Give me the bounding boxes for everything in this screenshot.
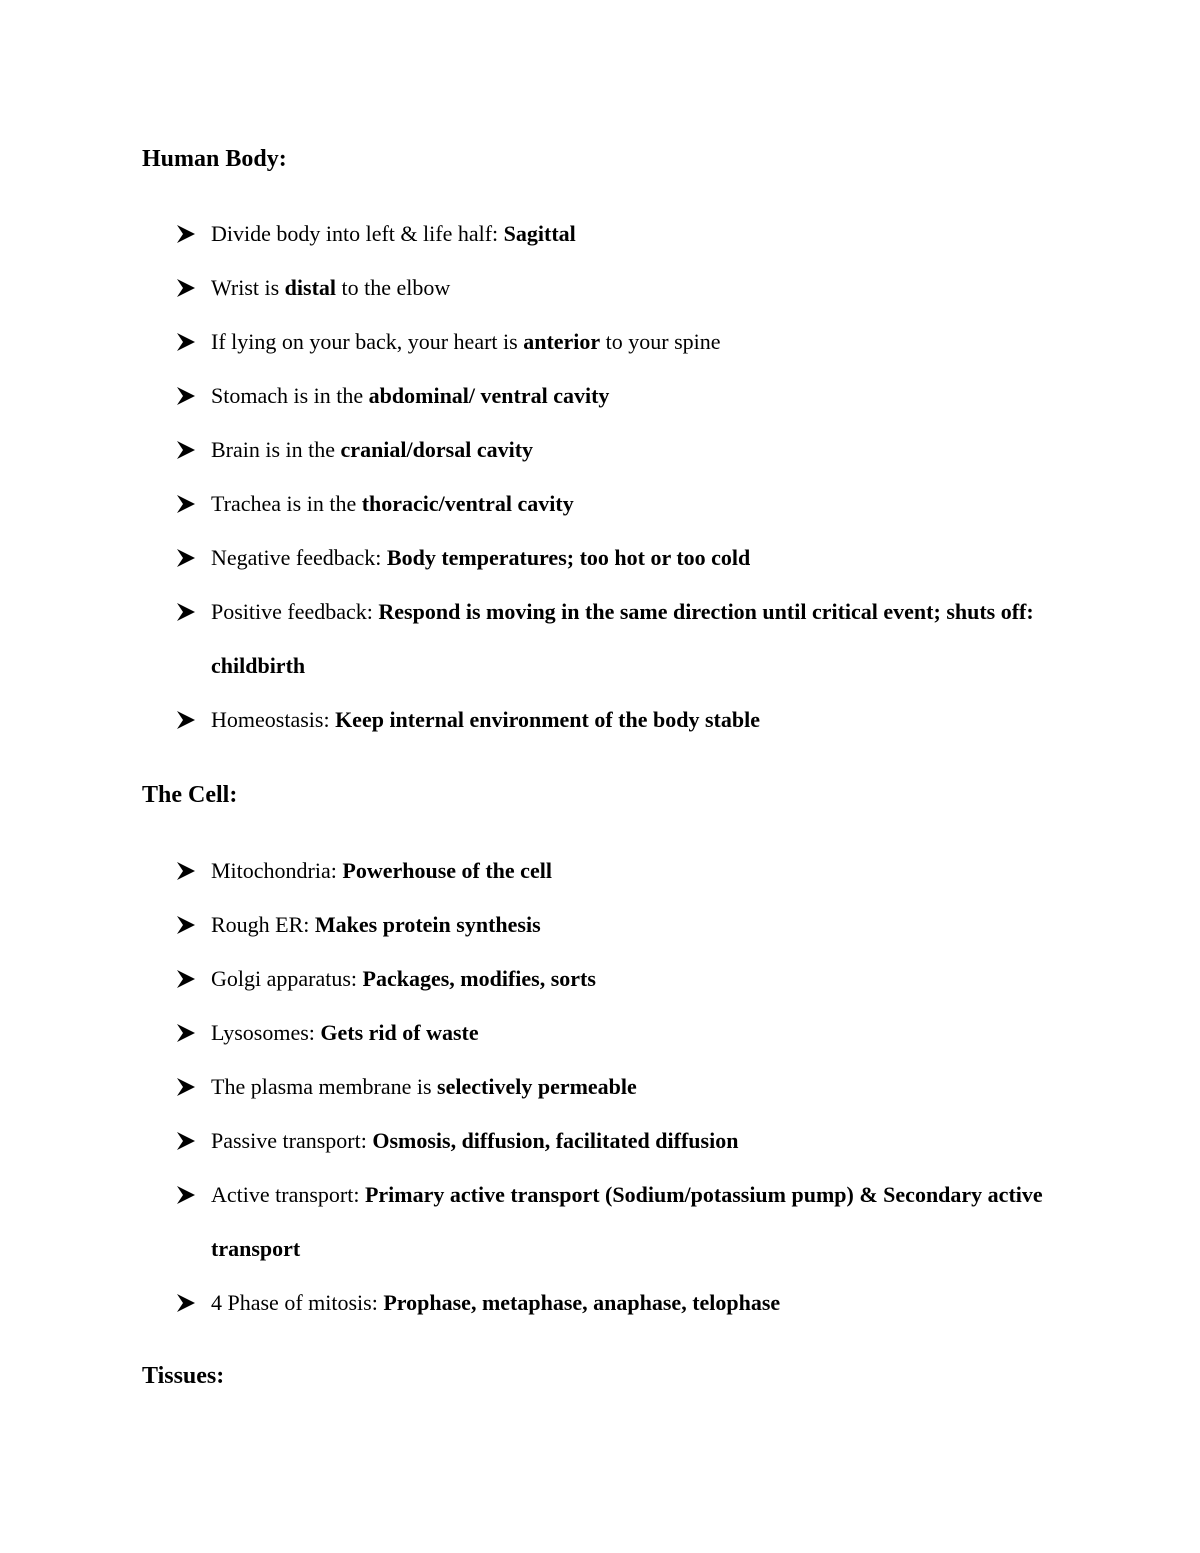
list-item — [0, 1168, 1200, 1276]
section-heading-tissues: Tissues: — [142, 1363, 225, 1389]
item-value: Body temperatures; too hot or too cold — [386, 545, 751, 570]
list-item — [0, 1114, 1200, 1168]
arrow-bullet-icon — [177, 387, 195, 405]
item-label: Rough ER: — [211, 912, 315, 937]
list-item — [0, 261, 1200, 315]
section-heading-human-body: Human Body: — [142, 146, 287, 172]
arrow-bullet-icon — [177, 1132, 195, 1150]
item-suffix: to the elbow — [336, 275, 451, 300]
item-label: Divide body into left & life half: — [211, 221, 504, 246]
item-value: Packages, modifies, sorts — [362, 966, 596, 991]
item-label: Wrist is — [211, 275, 285, 300]
item-value: Keep internal environment of the body stable — [335, 707, 760, 732]
arrow-bullet-icon — [177, 970, 195, 988]
item-label: Passive transport: — [211, 1128, 373, 1153]
item-value: Makes protein synthesis — [314, 912, 541, 937]
item-value: cranial/dorsal cavity — [340, 437, 534, 462]
item-value: anterior — [523, 329, 601, 354]
arrow-bullet-icon — [177, 225, 195, 243]
arrow-bullet-icon — [177, 603, 195, 621]
list-item — [0, 207, 1200, 261]
item-value: distal — [284, 275, 337, 300]
item-value: Powerhouse of the cell — [342, 858, 552, 883]
list-item — [0, 477, 1200, 531]
arrow-bullet-icon — [177, 1186, 195, 1204]
bullet-list-the-cell — [0, 844, 1200, 1330]
item-label: Golgi apparatus: — [211, 966, 363, 991]
list-item — [0, 531, 1200, 585]
item-value: Gets rid of waste — [320, 1020, 479, 1045]
item-value: abdominal/ ventral cavity — [368, 383, 610, 408]
item-label: Positive feedback: — [211, 599, 379, 624]
item-label: Brain is in the — [211, 437, 341, 462]
item-label: If lying on your back, your heart is — [211, 329, 524, 354]
bullet-list-human-body — [0, 207, 1200, 747]
arrow-bullet-icon — [177, 549, 195, 567]
list-item — [0, 693, 1200, 747]
list-item — [0, 423, 1200, 477]
arrow-bullet-icon — [177, 333, 195, 351]
arrow-bullet-icon — [177, 279, 195, 297]
list-item — [0, 1276, 1200, 1330]
list-item — [0, 315, 1200, 369]
item-label: Lysosomes: — [211, 1020, 321, 1045]
list-item — [0, 1006, 1200, 1060]
item-label: Stomach is in the — [211, 383, 369, 408]
item-label: Negative feedback: — [211, 545, 387, 570]
arrow-bullet-icon — [177, 441, 195, 459]
arrow-bullet-icon — [177, 862, 195, 880]
item-label: Trachea is in the — [211, 491, 362, 516]
item-value: selectively permeable — [437, 1074, 637, 1099]
item-label: Active transport: — [211, 1182, 365, 1207]
arrow-bullet-icon — [177, 1024, 195, 1042]
list-item — [0, 369, 1200, 423]
item-value: Prophase, metaphase, anaphase, telophase — [383, 1290, 781, 1315]
arrow-bullet-icon — [177, 711, 195, 729]
arrow-bullet-icon — [177, 495, 195, 513]
item-suffix: to your spine — [600, 329, 721, 354]
item-value: Sagittal — [503, 221, 576, 246]
arrow-bullet-icon — [177, 916, 195, 934]
arrow-bullet-icon — [177, 1078, 195, 1096]
item-label: The plasma membrane is — [211, 1074, 438, 1099]
arrow-bullet-icon — [177, 1294, 195, 1312]
item-value: Primary active transport (Sodium/potassium pump) & Secondary active transport — [211, 1182, 1043, 1261]
item-label: Mitochondria: — [211, 858, 343, 883]
section-heading-the-cell: The Cell: — [142, 782, 238, 808]
list-item — [0, 898, 1200, 952]
list-item — [0, 844, 1200, 898]
item-value: Respond is moving in the same direction until critical event; shuts off: childbirth — [211, 599, 1034, 678]
item-value: Osmosis, diffusion, facilitated diffusion — [372, 1128, 739, 1153]
item-label: 4 Phase of mitosis: — [211, 1290, 384, 1315]
list-item — [0, 585, 1200, 693]
item-label: Homeostasis: — [211, 707, 336, 732]
item-value: thoracic/ventral cavity — [361, 491, 574, 516]
list-item — [0, 952, 1200, 1006]
list-item — [0, 1060, 1200, 1114]
